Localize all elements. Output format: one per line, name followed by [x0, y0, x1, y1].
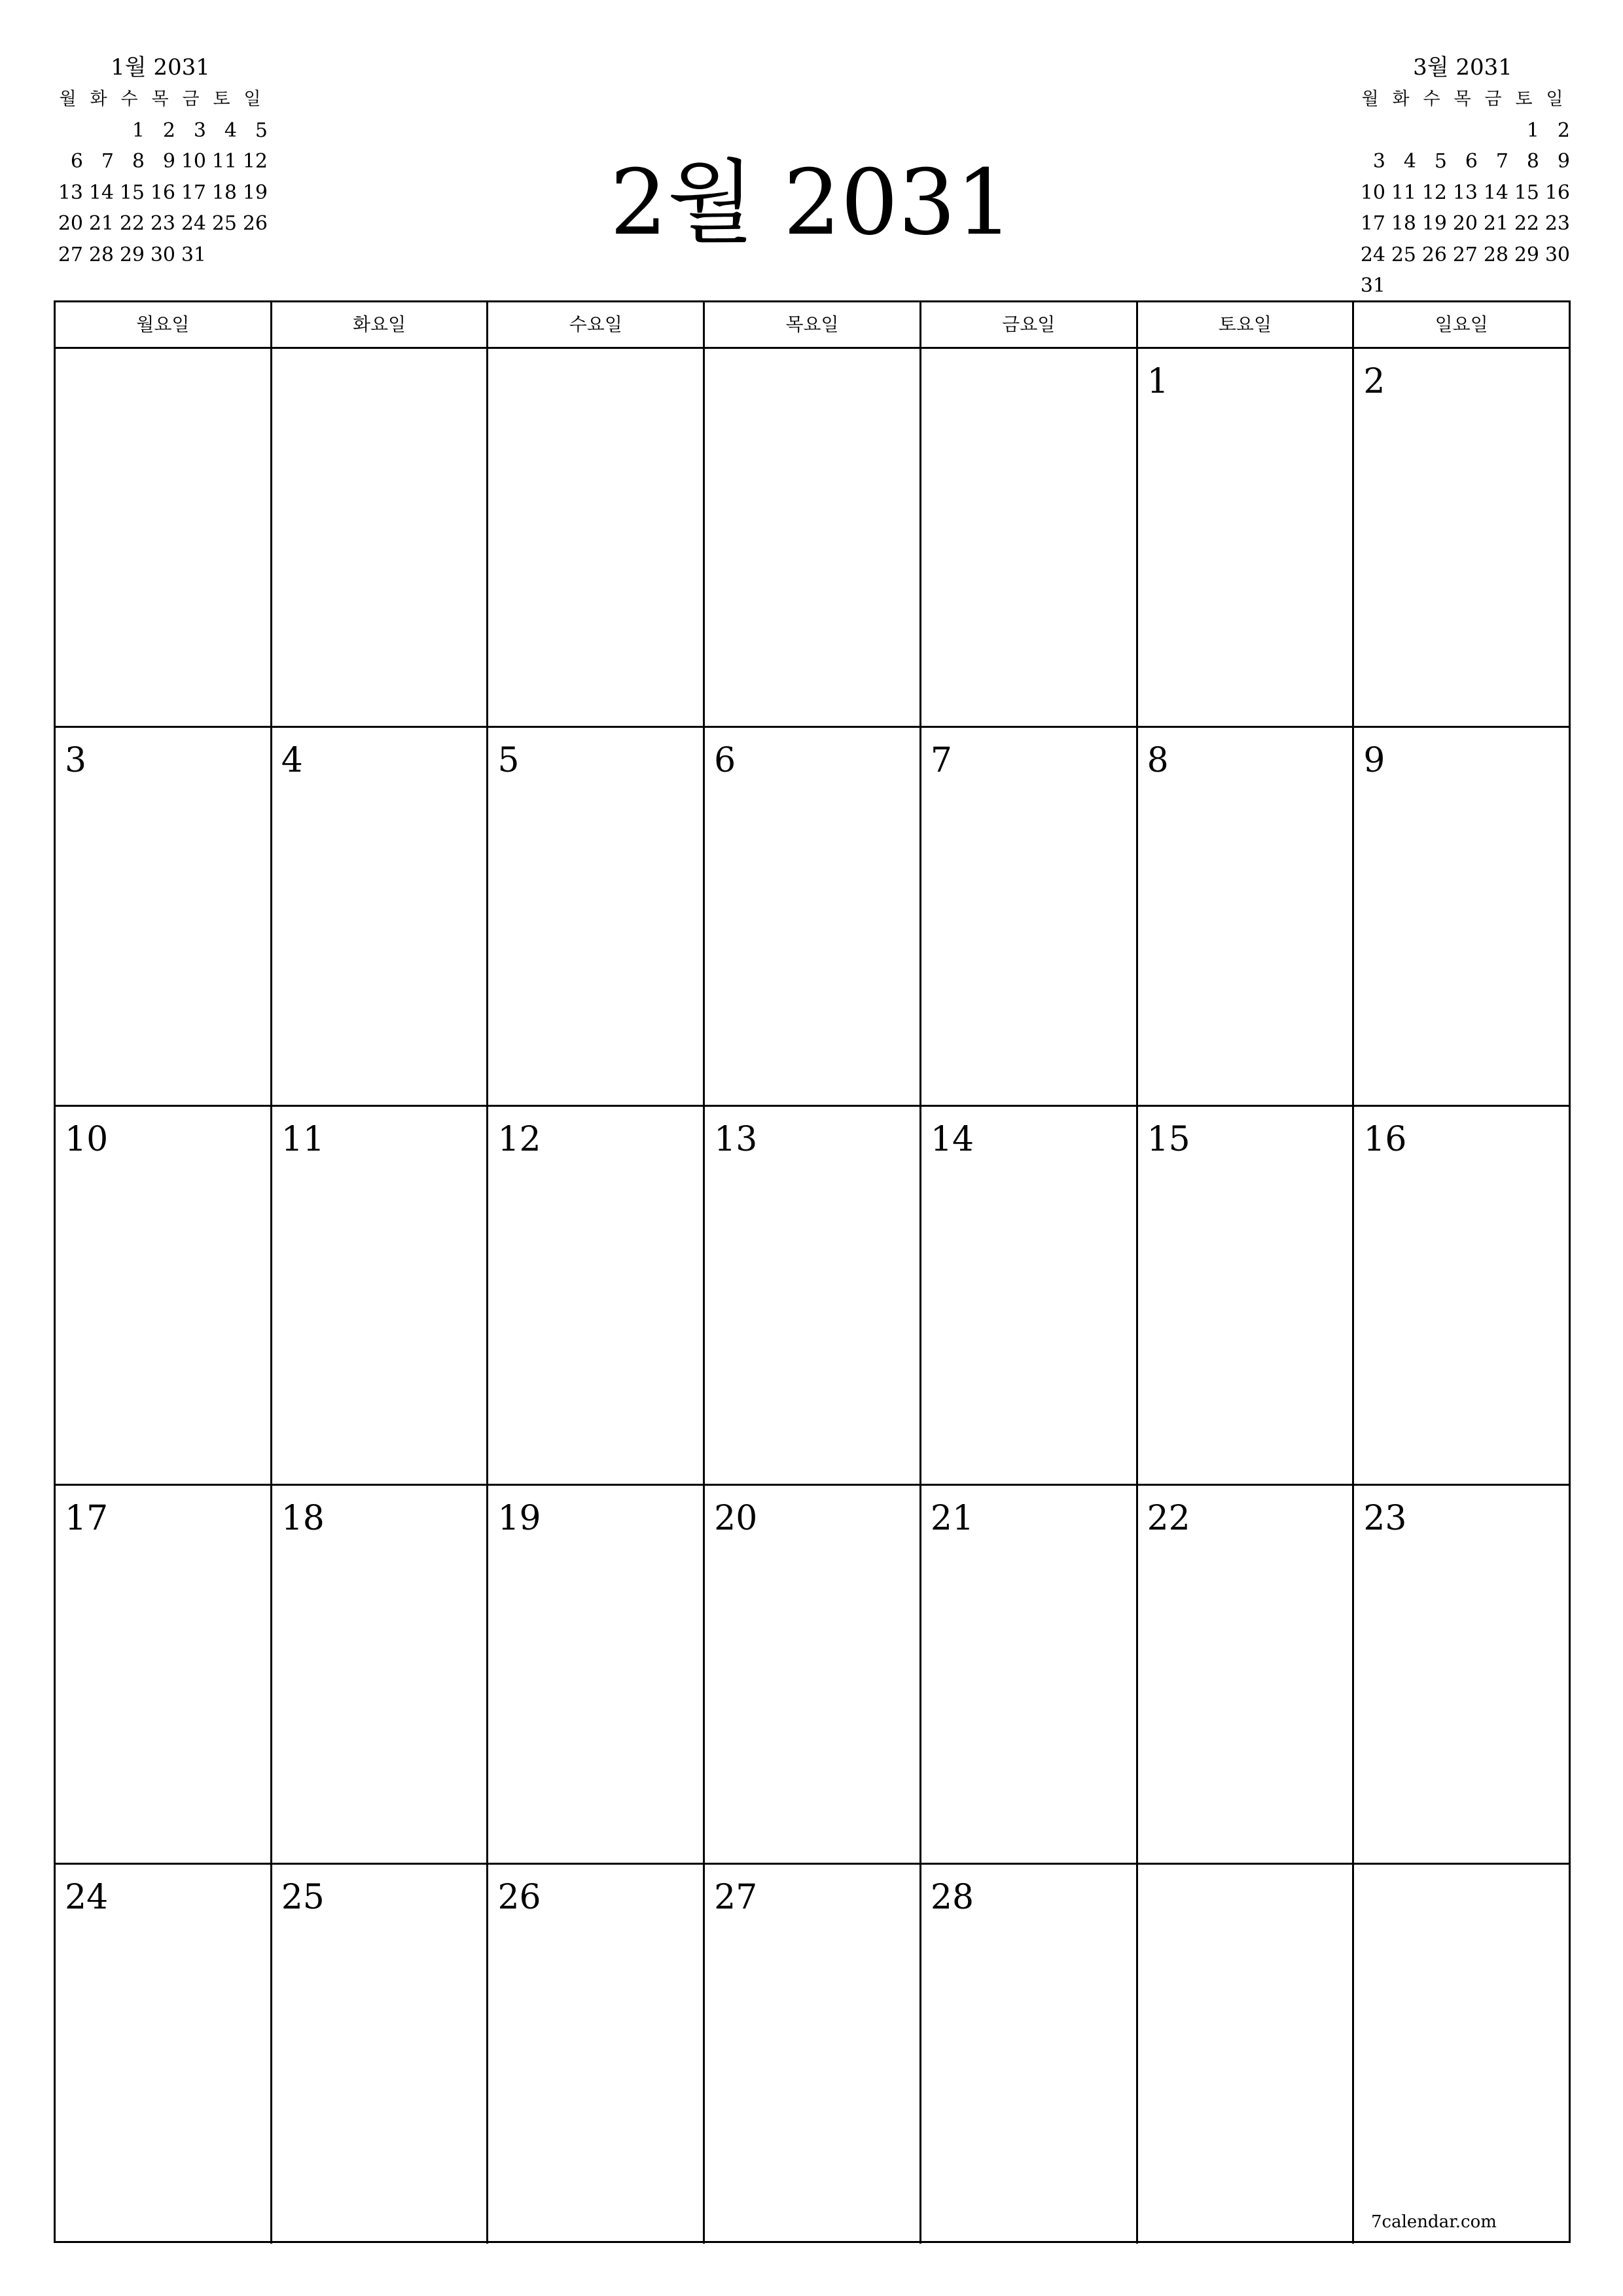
mini-day: 10	[181, 150, 206, 173]
day-number: 23	[1363, 1499, 1407, 1538]
mini-day: 5	[255, 118, 268, 142]
day-cell[interactable]	[56, 1865, 272, 2244]
mini-day: 24	[181, 212, 206, 235]
day-cell[interactable]	[1354, 1107, 1569, 1484]
mini-day: 20	[58, 212, 83, 235]
day-cell[interactable]	[921, 349, 1138, 726]
mini-day: 25	[1391, 243, 1416, 266]
mini-day	[1385, 115, 1416, 147]
mini-day: 4	[224, 118, 237, 142]
day-cell[interactable]	[705, 1107, 921, 1484]
mini-day: 2	[162, 118, 175, 142]
month-grid	[54, 300, 1571, 2243]
weekday-header: 목요일	[705, 302, 921, 347]
day-cell[interactable]	[705, 728, 921, 1105]
day-number: 6	[714, 741, 736, 780]
mini-day: 12	[242, 150, 268, 173]
mini-day: 28	[1483, 243, 1508, 266]
mini-day: 23	[150, 212, 175, 235]
mini-day: 11	[1391, 181, 1416, 204]
day-number: 14	[930, 1120, 974, 1159]
mini-weekday: 목	[1454, 89, 1471, 109]
mini-week-row	[52, 115, 268, 147]
mini-weekday: 일	[1546, 89, 1563, 109]
mini-day: 2	[1557, 118, 1570, 142]
mini-day: 25	[211, 212, 237, 235]
mini-day	[1478, 115, 1508, 147]
day-cell[interactable]	[488, 728, 705, 1105]
mini-day: 26	[242, 212, 268, 235]
mini-day: 26	[1421, 243, 1447, 266]
mini-weekday: 화	[90, 89, 107, 109]
mini-calendar-title: 3월 2031	[1413, 54, 1512, 81]
day-number: 2	[1363, 362, 1385, 401]
mini-weekday: 월	[1361, 89, 1379, 109]
day-number: 19	[497, 1499, 541, 1538]
day-number: 28	[930, 1878, 974, 1917]
day-number: 24	[65, 1878, 109, 1917]
day-number: 26	[497, 1878, 541, 1917]
day-cell[interactable]	[272, 349, 489, 726]
mini-day	[1478, 270, 1508, 302]
day-number: 27	[714, 1878, 758, 1917]
week-rows	[56, 349, 1569, 2244]
mini-day: 14	[1483, 181, 1508, 204]
mini-weekday: 금	[1484, 89, 1502, 109]
mini-day: 8	[1526, 150, 1539, 173]
mini-day: 6	[70, 150, 83, 173]
day-cell[interactable]	[272, 1107, 489, 1484]
mini-day: 9	[1557, 150, 1570, 173]
mini-day: 21	[1483, 212, 1508, 235]
day-number: 12	[497, 1120, 541, 1159]
mini-day: 6	[1465, 150, 1478, 173]
mini-day	[1447, 270, 1478, 302]
day-cell[interactable]	[56, 1107, 272, 1484]
mini-day: 20	[1452, 212, 1478, 235]
day-cell[interactable]	[56, 728, 272, 1105]
mini-day: 24	[1360, 243, 1385, 266]
day-cell[interactable]	[921, 728, 1138, 1105]
mini-day: 10	[1360, 181, 1385, 204]
mini-day: 11	[211, 150, 237, 173]
day-number: 21	[930, 1499, 974, 1538]
weekday-header: 금요일	[921, 302, 1138, 347]
day-cell[interactable]	[488, 1107, 705, 1484]
week-row	[56, 349, 1569, 728]
mini-day: 5	[1434, 150, 1447, 173]
day-cell[interactable]	[1138, 728, 1355, 1105]
day-cell[interactable]	[488, 349, 705, 726]
mini-weekday: 일	[243, 89, 261, 109]
mini-day: 22	[1514, 212, 1539, 235]
mini-day	[1508, 270, 1539, 302]
mini-day: 12	[1421, 181, 1447, 204]
mini-day	[1385, 270, 1416, 302]
day-cell[interactable]	[56, 1486, 272, 1863]
mini-calendar-title: 1월 2031	[111, 54, 210, 81]
mini-week-row	[1355, 115, 1571, 147]
mini-day: 1	[1526, 118, 1539, 142]
mini-day	[1539, 270, 1570, 302]
day-cell[interactable]	[56, 349, 272, 726]
mini-day: 17	[1360, 212, 1385, 235]
day-cell[interactable]	[921, 1865, 1138, 2244]
weekday-header: 화요일	[272, 302, 489, 347]
weekday-header: 토요일	[1138, 302, 1355, 347]
mini-day: 30	[150, 243, 175, 266]
mini-weekday: 화	[1392, 89, 1410, 109]
weekday-header-row	[56, 302, 1569, 349]
mini-day: 18	[1391, 212, 1416, 235]
week-row	[56, 1107, 1569, 1486]
mini-day: 19	[242, 181, 268, 204]
mini-weekday: 월	[59, 89, 77, 109]
mini-weekday-header	[1355, 84, 1571, 115]
day-number: 16	[1363, 1120, 1407, 1159]
day-cell[interactable]	[1138, 349, 1355, 726]
mini-day: 14	[88, 181, 114, 204]
day-number: 13	[714, 1120, 758, 1159]
week-row	[56, 1865, 1569, 2244]
mini-day: 8	[132, 150, 145, 173]
day-cell[interactable]	[705, 349, 921, 726]
day-cell[interactable]	[1138, 1486, 1355, 1863]
mini-day: 18	[211, 181, 237, 204]
mini-weekday: 토	[213, 89, 230, 109]
mini-day: 17	[181, 181, 206, 204]
mini-day: 16	[150, 181, 175, 204]
day-cell[interactable]	[1354, 728, 1569, 1105]
mini-day: 4	[1403, 150, 1416, 173]
mini-weekday: 토	[1515, 89, 1533, 109]
day-cell[interactable]	[488, 1486, 705, 1863]
day-number: 11	[281, 1120, 325, 1159]
footer-website: 7calendar.com	[1371, 2212, 1497, 2232]
mini-day: 13	[58, 181, 83, 204]
day-number: 17	[65, 1499, 109, 1538]
mini-day: 28	[88, 243, 114, 266]
mini-day: 7	[101, 150, 114, 173]
day-number: 8	[1147, 741, 1169, 780]
mini-day	[1416, 115, 1447, 147]
mini-day: 13	[1452, 181, 1478, 204]
day-cell[interactable]	[1138, 1865, 1355, 2244]
mini-day: 31	[181, 243, 206, 266]
mini-day: 19	[1421, 212, 1447, 235]
weekday-header: 수요일	[488, 302, 705, 347]
day-number: 22	[1147, 1499, 1190, 1538]
mini-day: 9	[162, 150, 175, 173]
mini-weekday: 수	[1423, 89, 1440, 109]
mini-day: 22	[119, 212, 145, 235]
mini-week-row	[1355, 270, 1571, 302]
mini-day: 3	[1372, 150, 1385, 173]
day-number: 15	[1147, 1120, 1190, 1159]
weekday-header: 일요일	[1435, 314, 1488, 335]
mini-day: 16	[1544, 181, 1570, 204]
day-cell[interactable]	[488, 1865, 705, 2244]
mini-day: 1	[132, 118, 145, 142]
mini-day: 31	[1360, 274, 1385, 297]
day-number: 25	[281, 1878, 325, 1917]
mini-day: 15	[1514, 181, 1539, 204]
weekday-header: 월요일	[56, 302, 272, 347]
day-cell[interactable]	[705, 1486, 921, 1863]
mini-day: 3	[193, 118, 206, 142]
mini-day	[1416, 270, 1447, 302]
day-number: 20	[714, 1499, 758, 1538]
mini-day	[83, 115, 114, 147]
day-cell[interactable]	[921, 1486, 1138, 1863]
mini-day	[52, 115, 83, 147]
mini-day	[1447, 115, 1478, 147]
mini-day: 23	[1544, 212, 1570, 235]
mini-day	[1355, 115, 1385, 147]
week-row	[56, 728, 1569, 1107]
day-cell[interactable]	[1138, 1107, 1355, 1484]
mini-day: 7	[1495, 150, 1508, 173]
week-row	[56, 1486, 1569, 1865]
mini-day: 29	[1514, 243, 1539, 266]
day-cell[interactable]	[272, 1486, 489, 1863]
day-number: 1	[1147, 362, 1169, 401]
mini-day: 15	[119, 181, 145, 204]
mini-day: 21	[88, 212, 114, 235]
mini-day: 27	[1452, 243, 1478, 266]
mini-weekday: 목	[151, 89, 169, 109]
day-number: 7	[930, 741, 952, 780]
day-cell[interactable]	[1354, 349, 1569, 726]
mini-day: 27	[58, 243, 83, 266]
day-number: 4	[281, 741, 303, 780]
month-title: 2월 2031	[609, 150, 1014, 255]
day-number: 18	[281, 1499, 325, 1538]
day-cell[interactable]	[272, 1865, 489, 2244]
mini-weekday: 금	[182, 89, 200, 109]
mini-day: 30	[1544, 243, 1570, 266]
day-cell[interactable]	[272, 728, 489, 1105]
mini-day: 29	[119, 243, 145, 266]
day-cell[interactable]	[921, 1107, 1138, 1484]
mini-weekday-header	[52, 84, 268, 115]
day-cell[interactable]	[1354, 1865, 1569, 2244]
day-cell[interactable]	[1354, 1486, 1569, 1863]
day-number: 3	[65, 741, 87, 780]
day-number: 5	[497, 741, 520, 780]
mini-weekday: 수	[120, 89, 138, 109]
day-cell[interactable]	[705, 1865, 921, 2244]
day-number: 10	[65, 1120, 109, 1159]
day-number: 9	[1363, 741, 1385, 780]
